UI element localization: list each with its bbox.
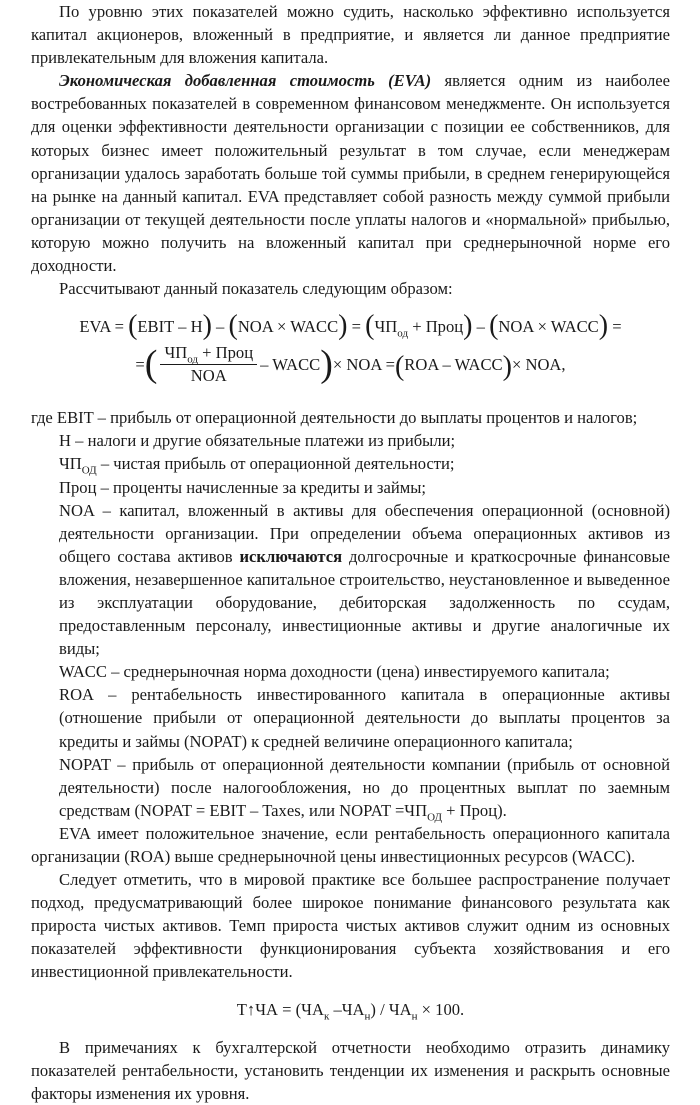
definition-chp: $ЧП_{ОД}$ – чистая прибыль от операционной деятельности; [59, 454, 455, 477]
definition-proc: Проц – проценты начисленные за кредиты и займы; [59, 477, 426, 497]
eva-formula-line-2: = ( $\frac{ЧП_{од} + Проц}{\text{NOA}}$ – WACC ) × NOA = ( ROA – WACC ) × NOA, [135, 342, 566, 385]
fraction-denominator: NOA [190, 365, 227, 385]
net-assets-growth-formula: Т↑ЧА = ($ЧА_к$ $-ЧА_н) / ЧА_н \times 100$. [236, 999, 465, 1022]
definition-noa: NOA – капитал, вложенный в активы для обеспечения операционной (основной) деятельности организации. При определении объема операционных активов из общего состава активов исключаются долгосрочные и краткосрочные финансовые вложения, незавершенное капитальное строительство, неустановленное и выведенное из эксплуатации оборудование, дебиторская задолженность по ссудам, предоставленным персоналу, инвестиционные активы и другие аналогичные их виды; [59, 500, 670, 659]
definition-ebit: где EBIT – прибыль от операционной деятельности до выплаты процентов и налогов; [31, 408, 638, 428]
fraction [160, 343, 257, 386]
definition-nopat: NOPAT – прибыль от операционной деятельности компании (прибыль от основной деятельности) после налогообложения, но до процентных выплат по заемным средствам (NOPAT = EBIT – Taxes, или NOPAT $=ЧП_{ОД}$ + Проц). [59, 754, 670, 824]
paragraph-calc-intro: Рассчитывают данный показатель следующим образом: [59, 279, 453, 299]
eva-definition-text: является одним из наиболее востребованных показателей в современном финансовом менеджменте. Он используется для оценки эффективности деятельности организации с позиции ее собственников, для которых бизнес имеет положительный результат в том случае, если менеджерам организации удалось заработать больше той суммы прибыли, в среднем генерирующейся на рынке на данный капитал. EVA представляет собой разность между суммой прибыли организации от текущей деятельности после уплаты налогов и «нормальной» прибылью, которую можно получить на вложенный капитал при среднерыночной норме его доходности. [31, 71, 671, 276]
definition-roa: ROA – рентабельность инвестированного капитала в операционные активы (отношение прибыли от операционной деятельности до выплаты процентов за кредиты и займы (NOPAT) к средней величине операционного капитала; [59, 685, 670, 751]
paragraph-eva-definition [31, 69, 670, 277]
paragraph-net-assets: Следует отметить, что в мировой практике все большее распространение получает подход, предусматривающий более широкое понимание финансового результата как прироста чистых активов. Темп прироста чистых активов служит одним из основных показателей эффективности функционирования субъекта хозяйствования и его инвестиционной привлекательности. [31, 870, 670, 982]
paragraph-intro: По уровню этих показателей можно судить, насколько эффективно используется капитал акционеров, вложенный в предприятие, и является ли данное предприятие привлекательным для вложения капитала. [31, 2, 670, 68]
eva-formula-line-1: EVA = (EBIT – Н) – (NOA × WACC) = ($ЧП_{од}$ + Проц) – (NOA × WACC) = [79, 310, 622, 342]
eva-term: Экономическая добавленная стоимость (EVA) [59, 71, 432, 91]
paragraph-notes: В примечаниях к бухгалтерской отчетности необходимо отразить динамику показателей рентабельности, установить тенденции их изменения и раскрыть основные факторы изменения их уровня. [31, 1037, 670, 1103]
definition-n: Н – налоги и другие обязательные платежи из прибыли; [59, 431, 456, 451]
document-page [31, 0, 670, 1105]
fraction-numerator: $ЧП_{од}$ + Проц [160, 343, 257, 365]
paragraph-eva-positive: EVA имеет положительное значение, если рентабельность операционного капитала организации (ROA) выше среднерыночной цены инвестиционных ресурсов (WACC). [31, 823, 670, 866]
definition-wacc: WACC – среднерыночная норма доходности (цена) инвестируемого капитала; [59, 662, 610, 682]
